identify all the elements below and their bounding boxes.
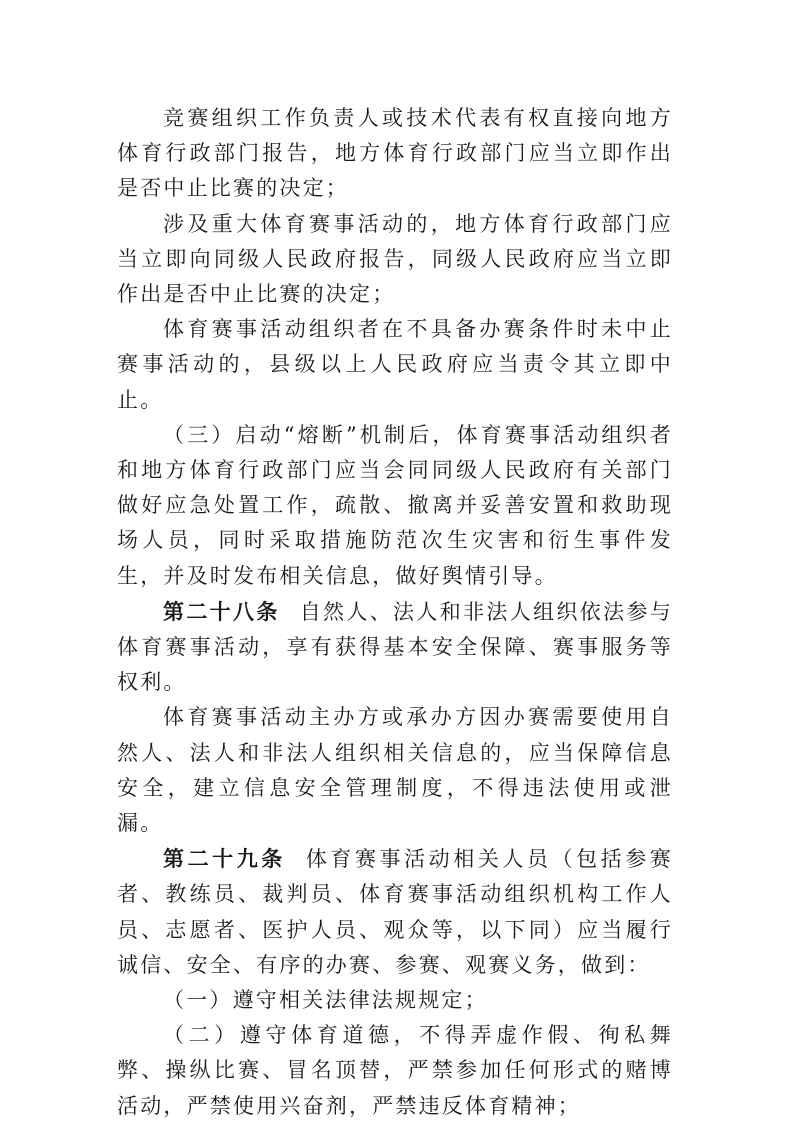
paragraph-6 [117, 700, 673, 841]
paragraph-text: 竞赛组织工作负责人或技术代表有权直接向地方体育行政部门报告，地方体育行政部门应当立即作出是否中止比赛的决定； [117, 106, 673, 201]
paragraph-text: 涉及重大体育赛事活动的，地方体育行政部门应当立即向同级人民政府报告，同级人民政府应当立即作出是否中止比赛的决定； [117, 211, 673, 307]
paragraph-text: 体育赛事活动组织者在不具备办赛条件时未中止赛事活动的，县级以上人民政府应当责令其立即中止。 [117, 317, 673, 412]
article-heading: 第二十九条 [163, 846, 286, 872]
paragraph-text: （三）启动“熔断”机制后，体育赛事活动组织者和地方体育行政部门应当会同同级人民政府有关部门做好应急处置工作，疏散、撤离并妥善安置和救助现场人员，同时采取措施防范次生灾害和衍生事件发生，并及时发布相关信息，做好舆情引导。 [117, 422, 673, 588]
paragraph-8 [117, 983, 673, 1018]
paragraph-text: （一）遵守相关法律法规规定； [163, 988, 488, 1013]
paragraph-2 [117, 207, 673, 313]
paragraph-4 [117, 418, 673, 594]
paragraph-text: 自然人、法人和非法人组织依法参与体育赛事活动，享有获得基本安全保障、赛事服务等权利。 [117, 599, 673, 695]
article-28-paragraph [117, 594, 673, 701]
paragraph-text: 体育赛事活动主办方或承办方因办赛需要使用自然人、法人和非法人组织相关信息的，应当保障信息安全，建立信息安全管理制度，不得违法使用或泄漏。 [117, 705, 673, 836]
paragraph-text: 体育赛事活动相关人员（包括参赛者、教练员、裁判员、体育赛事活动组织机构工作人员、志愿者、医护人员、观众等，以下同）应当履行诚信、安全、有序的办赛、参赛、观赛义务，做到： [117, 847, 674, 977]
paragraph-1 [117, 101, 673, 207]
paragraph-3 [117, 312, 673, 418]
paragraph-text: （二）遵守体育道德，不得弄虚作假、徇私舞弊、操纵比赛、冒名顶替，严禁参加任何形式的赌博活动，严禁使用兴奋剂，严禁违反体育精神； [117, 1023, 673, 1118]
paragraph-9 [117, 1018, 673, 1124]
article-heading: 第二十八条 [163, 598, 280, 624]
article-29-paragraph [117, 841, 673, 983]
document-body [117, 101, 673, 1124]
